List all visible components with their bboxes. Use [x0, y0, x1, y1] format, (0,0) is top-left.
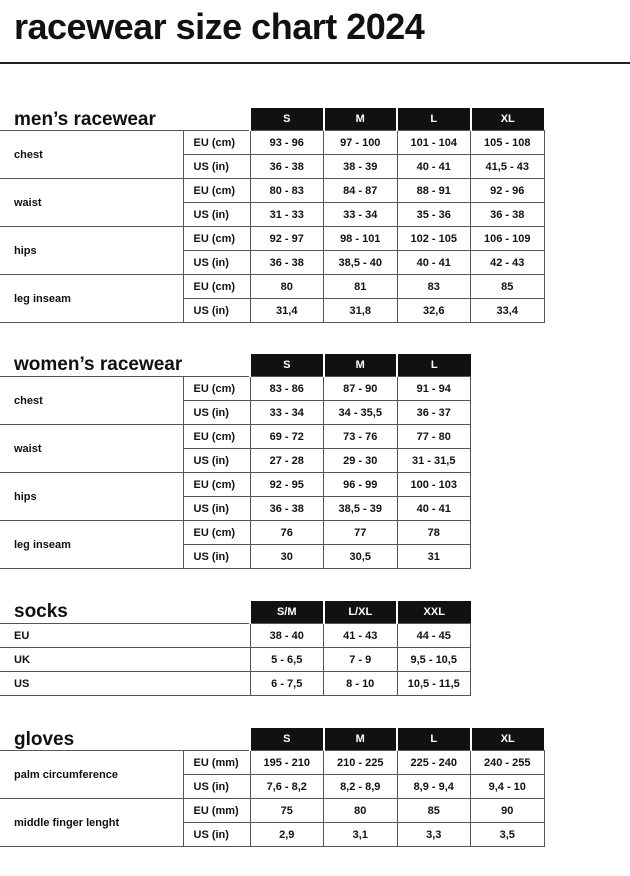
gloves-section-title: gloves: [14, 729, 75, 750]
unit-label: EU (mm): [183, 751, 250, 775]
region-label: EU: [0, 624, 250, 648]
size-value: 36 - 37: [397, 401, 471, 425]
size-value: 33,4: [471, 299, 545, 323]
unit-label: EU (cm): [183, 131, 250, 155]
unit-label: US (in): [183, 823, 250, 847]
size-value: 3,1: [324, 823, 398, 847]
size-value: 88 - 91: [397, 179, 471, 203]
unit-label: US (in): [183, 449, 250, 473]
size-value: 34 - 35,5: [324, 401, 398, 425]
size-value: 10,5 - 11,5: [397, 672, 471, 696]
size-value: 32,6: [397, 299, 471, 323]
size-value: 84 - 87: [324, 179, 398, 203]
size-value: 40 - 41: [397, 497, 471, 521]
measure-label: hips: [0, 227, 183, 275]
table-row: [0, 473, 471, 497]
header-spacer: [183, 108, 250, 131]
size-value: 77 - 80: [397, 425, 471, 449]
size-value: 27 - 28: [250, 449, 324, 473]
measure-label: middle finger lenght: [0, 799, 183, 847]
size-value: 87 - 90: [324, 377, 398, 401]
header-spacer: [183, 728, 250, 751]
size-header-1: M: [324, 108, 398, 131]
size-header-3: XL: [471, 108, 545, 131]
unit-label: US (in): [183, 775, 250, 799]
size-value: 41 - 43: [324, 624, 398, 648]
table-row: [0, 672, 471, 696]
size-value: 83 - 86: [250, 377, 324, 401]
table-row: [0, 799, 544, 823]
unit-label: US (in): [183, 401, 250, 425]
size-value: 98 - 101: [324, 227, 398, 251]
size-value: 77: [324, 521, 398, 545]
header-spacer: [0, 354, 183, 377]
size-value: 73 - 76: [324, 425, 398, 449]
unit-label: EU (cm): [183, 521, 250, 545]
size-value: 35 - 36: [397, 203, 471, 227]
header-row: [0, 354, 471, 377]
unit-label: US (in): [183, 155, 250, 179]
size-value: 38 - 40: [250, 624, 324, 648]
unit-label: EU (cm): [183, 473, 250, 497]
table-row: [0, 425, 471, 449]
size-value: 81: [324, 275, 398, 299]
size-header-0: S: [250, 108, 324, 131]
size-value: 7 - 9: [324, 648, 398, 672]
page-title: racewear size chart 2024: [14, 6, 425, 47]
size-value: 83: [397, 275, 471, 299]
size-header-2: L: [397, 728, 471, 751]
size-value: 91 - 94: [397, 377, 471, 401]
unit-label: EU (cm): [183, 425, 250, 449]
table-row: [0, 131, 544, 155]
size-value: 9,5 - 10,5: [397, 648, 471, 672]
size-value: 92 - 97: [250, 227, 324, 251]
size-value: 42 - 43: [471, 251, 545, 275]
womens-size-table: [0, 354, 471, 569]
size-header-0: S: [250, 728, 324, 751]
size-value: 36 - 38: [250, 497, 324, 521]
size-value: 85: [471, 275, 545, 299]
size-value: 41,5 - 43: [471, 155, 545, 179]
size-value: 92 - 96: [471, 179, 545, 203]
unit-label: EU (cm): [183, 227, 250, 251]
size-value: 38 - 39: [324, 155, 398, 179]
size-value: 5 - 6,5: [250, 648, 324, 672]
measure-label: leg inseam: [0, 275, 183, 323]
size-value: 80: [324, 799, 398, 823]
size-value: 3,3: [397, 823, 471, 847]
measure-label: leg inseam: [0, 521, 183, 569]
header-row: [0, 728, 544, 751]
size-value: 93 - 96: [250, 131, 324, 155]
measure-label: palm circumference: [0, 751, 183, 799]
table-row: [0, 751, 544, 775]
size-value: 80: [250, 275, 324, 299]
size-value: 225 - 240: [397, 751, 471, 775]
womens-section-title: women’s racewear: [14, 354, 183, 375]
size-value: 36 - 38: [250, 251, 324, 275]
size-value: 36 - 38: [471, 203, 545, 227]
size-header-2: L: [397, 108, 471, 131]
size-header-3: XL: [471, 728, 545, 751]
region-label: US: [0, 672, 250, 696]
header-spacer: [0, 728, 183, 751]
size-header-0: S: [250, 354, 324, 377]
size-value: 38,5 - 39: [324, 497, 398, 521]
header-row: [0, 601, 471, 624]
size-header-1: M: [324, 728, 398, 751]
header-spacer: [183, 354, 250, 377]
region-label: UK: [0, 648, 250, 672]
size-value: 30: [250, 545, 324, 569]
unit-label: EU (mm): [183, 799, 250, 823]
size-value: 106 - 109: [471, 227, 545, 251]
table-row: [0, 648, 471, 672]
size-value: 92 - 95: [250, 473, 324, 497]
size-value: 30,5: [324, 545, 398, 569]
measure-label: chest: [0, 131, 183, 179]
unit-label: US (in): [183, 203, 250, 227]
unit-label: US (in): [183, 299, 250, 323]
size-value: 76: [250, 521, 324, 545]
socks-size-table: [0, 601, 471, 696]
size-value: 75: [250, 799, 324, 823]
unit-label: US (in): [183, 251, 250, 275]
unit-label: US (in): [183, 545, 250, 569]
size-value: 7,6 - 8,2: [250, 775, 324, 799]
size-value: 31,8: [324, 299, 398, 323]
unit-label: EU (cm): [183, 275, 250, 299]
size-value: 80 - 83: [250, 179, 324, 203]
size-value: 2,9: [250, 823, 324, 847]
size-value: 6 - 7,5: [250, 672, 324, 696]
header-row: [0, 108, 544, 131]
size-value: 8 - 10: [324, 672, 398, 696]
table-row: [0, 275, 544, 299]
size-value: 29 - 30: [324, 449, 398, 473]
size-value: 8,2 - 8,9: [324, 775, 398, 799]
header-spacer: [0, 108, 183, 131]
size-header-1: L/XL: [324, 601, 398, 624]
size-value: 90: [471, 799, 545, 823]
size-value: 44 - 45: [397, 624, 471, 648]
socks-section-title: socks: [14, 601, 68, 622]
size-value: 9,4 - 10: [471, 775, 545, 799]
size-value: 101 - 104: [397, 131, 471, 155]
measure-label: waist: [0, 179, 183, 227]
size-value: 100 - 103: [397, 473, 471, 497]
mens-size-table: [0, 108, 545, 323]
size-value: 33 - 34: [324, 203, 398, 227]
table-row: [0, 624, 471, 648]
size-value: 195 - 210: [250, 751, 324, 775]
table-row: [0, 179, 544, 203]
size-header-0: S/M: [250, 601, 324, 624]
unit-label: EU (cm): [183, 179, 250, 203]
size-value: 8,9 - 9,4: [397, 775, 471, 799]
size-value: 33 - 34: [250, 401, 324, 425]
title-divider: [0, 62, 630, 64]
unit-label: US (in): [183, 497, 250, 521]
mens-section-title: men’s racewear: [14, 109, 156, 130]
header-spacer: [0, 601, 250, 624]
measure-label: waist: [0, 425, 183, 473]
size-value: 31: [397, 545, 471, 569]
size-value: 40 - 41: [397, 251, 471, 275]
size-value: 31 - 31,5: [397, 449, 471, 473]
size-value: 36 - 38: [250, 155, 324, 179]
size-value: 102 - 105: [397, 227, 471, 251]
table-row: [0, 227, 544, 251]
measure-label: chest: [0, 377, 183, 425]
size-value: 38,5 - 40: [324, 251, 398, 275]
size-value: 40 - 41: [397, 155, 471, 179]
size-value: 31 - 33: [250, 203, 324, 227]
gloves-size-table: [0, 728, 545, 847]
size-value: 96 - 99: [324, 473, 398, 497]
measure-label: hips: [0, 473, 183, 521]
size-header-1: M: [324, 354, 398, 377]
table-row: [0, 377, 471, 401]
size-value: 78: [397, 521, 471, 545]
size-header-2: L: [397, 354, 471, 377]
size-header-2: XXL: [397, 601, 471, 624]
size-value: 210 - 225: [324, 751, 398, 775]
size-value: 105 - 108: [471, 131, 545, 155]
table-row: [0, 521, 471, 545]
size-value: 69 - 72: [250, 425, 324, 449]
size-value: 3,5: [471, 823, 545, 847]
unit-label: EU (cm): [183, 377, 250, 401]
size-value: 97 - 100: [324, 131, 398, 155]
size-value: 31,4: [250, 299, 324, 323]
size-value: 240 - 255: [471, 751, 545, 775]
size-value: 85: [397, 799, 471, 823]
